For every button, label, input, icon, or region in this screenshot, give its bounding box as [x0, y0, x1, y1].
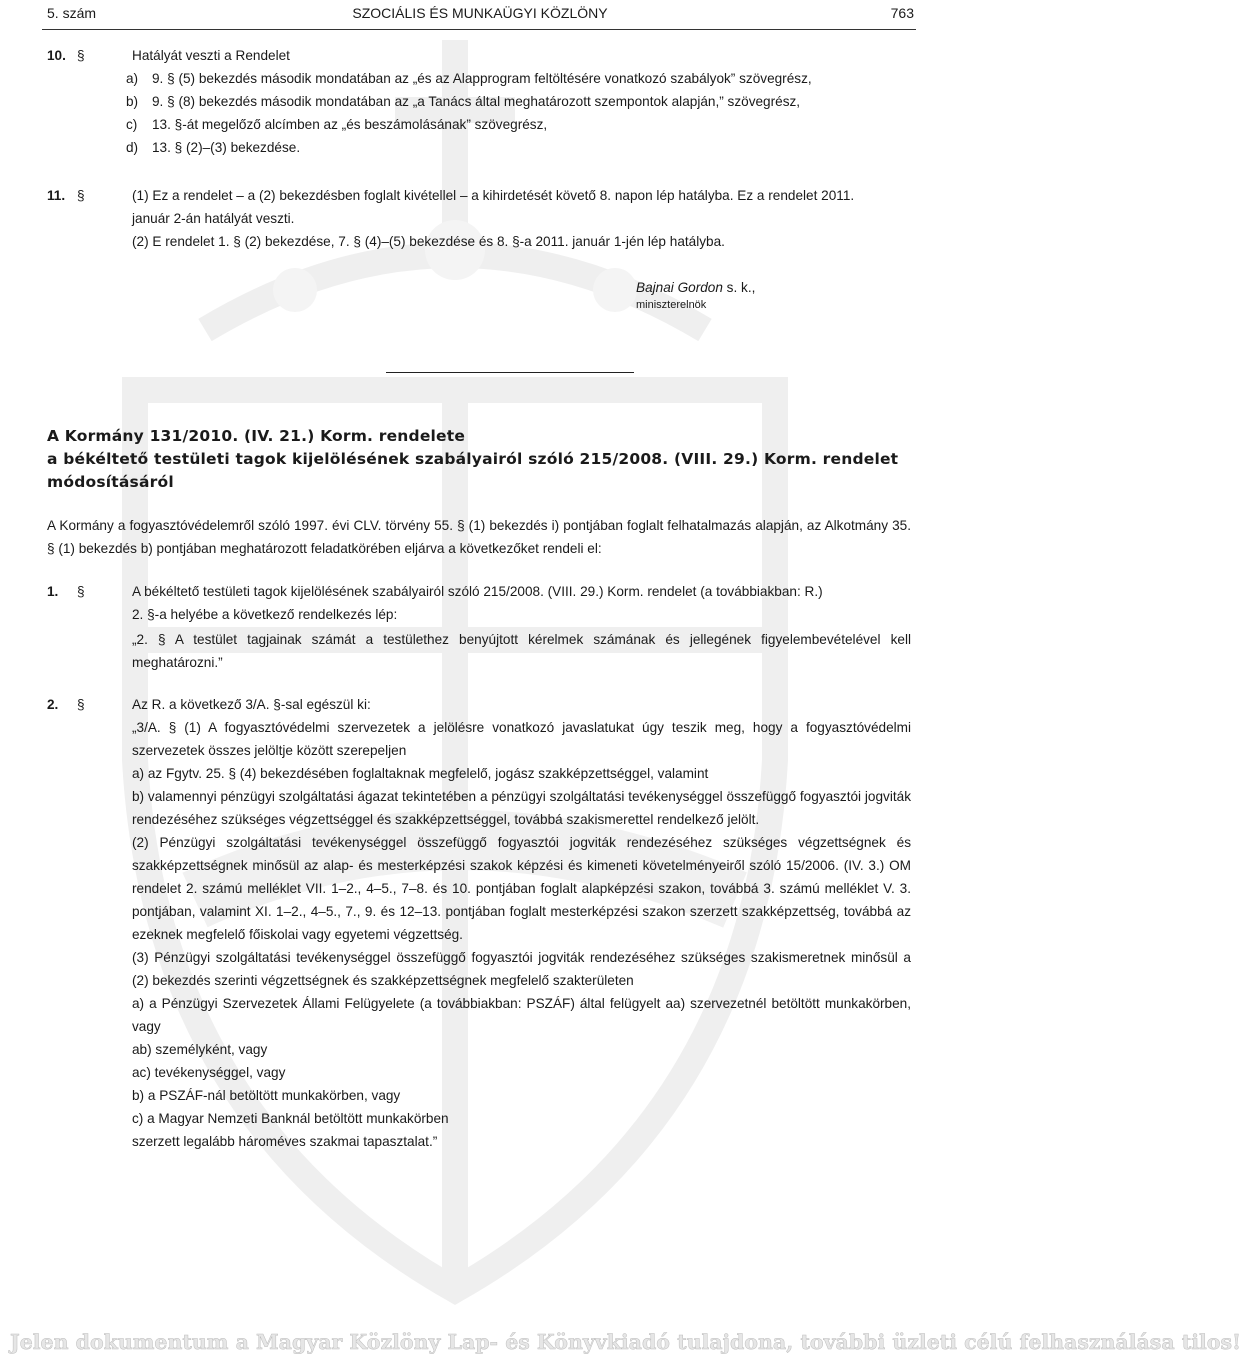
page-header — [0, 0, 960, 28]
header-divider — [42, 29, 916, 30]
list-item: c) 13. §-át megelőző alcímben az „és beszámolásának” szövegrész, — [126, 117, 548, 132]
issue-number: 5. szám — [47, 5, 97, 21]
copyright-notice: Jelen dokumentum a Magyar Közlöny Lap- és Könyvkiadó tulajdona, további üzleti célú felhasználása tilos! — [10, 1330, 1241, 1354]
signature-divider — [386, 372, 634, 373]
journal-title: SZOCIÁLIS ÉS MUNKAÜGYI KÖZLÖNY — [352, 5, 608, 21]
point-a: a) az Fgytv. 25. § (4) bekezdésében foglaltaknak megfelelő, jogász szakképzettséggel, valamint — [132, 766, 709, 781]
section-sign: § — [77, 48, 85, 63]
decree-title-line-3: módosításáról — [47, 473, 174, 491]
section-10-intro: Hatályát veszti a Rendelet — [132, 48, 290, 63]
section-number: 1. — [47, 584, 59, 599]
section-11 — [47, 184, 907, 253]
decree-title-line-1: A Kormány 131/2010. (IV. 21.) Korm. rendelete — [47, 427, 466, 445]
section-sign: § — [77, 697, 85, 712]
section-number: 11. — [47, 188, 66, 203]
decree-title — [47, 425, 907, 494]
section-1: 1. § A békéltető testületi tagok kijelölésének szabályairól szóló 215/2008. (VIII. 29.) Korm. rendelet (a továbbiakban: R.) 2. §-a helyébe a következő rendelkezés lép: „2. § A testület tagjainak számát a testülethez benyújtott kérelmek számának és jellegének figyelembevételével kell meghatározni.” — [47, 580, 911, 674]
section-number: 2. — [47, 697, 59, 712]
decree-title-line-2: a békéltető testületi tagok kijelölésének szabályairól szóló 215/2008. (VIII. 29.) Korm. rendelet — [47, 450, 899, 468]
decree-preamble: A Kormány a fogyasztóvédelemről szóló 1997. évi CLV. törvény 55. § (1) bekezdés i) pontjában foglalt felhatalmazás alapján, az Alkotmány 35. § (1) bekezdés b) pontjában meghatározott feladatkörében eljárva a következőket rendeli el: — [47, 518, 911, 556]
signature-block — [636, 276, 755, 313]
signatory-name: Bajnai Gordon — [636, 280, 723, 295]
point-3a: a) a Pénzügyi Szervezetek Állami Felügyelete (a továbbiakban: PSZÁF) által felügyelt aa) szervezetnél betöltött munkakörben, vagy — [132, 996, 911, 1034]
section-number: 10. — [47, 48, 66, 63]
section-sign: § — [77, 584, 85, 599]
paragraph-2: (2) Pénzügyi szolgáltatási tevékenységgel összefüggő fogyasztói jogviták rendezéséhez szükséges végzettségnek és szakképzettségnek minősül az alap- és mesterképzési szakok képzési és kimeneti követelményeiről szóló 15/2006. (IV. 3.) OM rendelet 2. számú melléklet VII. 1–2., 4–5., 7–8. és 10. pontjában foglalt alapképzési szakon, továbbá 3. számú melléklet V. 3. pontjában, valamint XI. 1–2., 4–5., 7., 9. és 12–13. pontjában foglalt mesterképzési szakon szerzett szakképzettség, továbbá az ezeknek megfelelő főiskolai vagy egyetemi végzettség. — [132, 835, 911, 942]
signatory-title: miniszterelnök — [636, 299, 707, 311]
list-item: d) 13. § (2)–(3) bekezdése. — [126, 140, 301, 155]
paragraph-3: (3) Pénzügyi szolgáltatási tevékenységgel összefüggő fogyasztói jogviták rendezéséhez szükséges szakismeretnek minősül a (2) bekezdés szerinti végzettségnek és szakképzettségnek megfelelő szakterületen — [132, 950, 911, 988]
paragraph-1: (1) Ez a rendelet – a (2) bekezdésben foglalt kivétellel – a kihirdetését követő 8. napon lép hatályba. Ez a rendelet 2011. — [132, 188, 855, 203]
point-3ab: ab) személyként, vagy — [132, 1042, 268, 1057]
point-b: b) valamennyi pénzügyi szolgáltatási ágazat tekintetében a pénzügyi szolgáltatási tevékenységgel összefüggő fogyasztói jogviták rendezéséhez szükséges végzettséggel és szakképzettséggel, továbbá szakismerettel rendelkező jelölt. — [132, 789, 911, 827]
paragraph-1-cont: január 2-án hatályát veszti. — [132, 211, 295, 226]
amendment-text — [47, 716, 911, 1153]
point-3b: b) a PSZÁF-nál betöltött munkakörben, vagy — [132, 1088, 401, 1103]
signatory-suffix: s. k., — [722, 280, 756, 295]
paragraph-2: (2) E rendelet 1. § (2) bekezdése, 7. § (4)–(5) bekezdése és 8. §-a 2011. január 1-jén lép hatályba. — [132, 234, 725, 249]
point-3c: c) a Magyar Nemzeti Banknál betöltött munkakörben — [132, 1111, 449, 1126]
list-item: b) 9. § (8) bekezdés második mondatában az „a Tanács által meghatározott szempontok alapján,” szövegrész, — [126, 94, 801, 109]
section-10 — [47, 44, 907, 159]
section-2: 2. § Az R. a következő 3/A. §-sal egészül ki: „3/A. § (1) A fogyasztóvédelmi szervezetek a jelölésre vonatkozó javaslatukat úgy teszik meg, hogy a fogyasztóvédelmi szervezetek összes jelöltje között szerepeljen a) az Fgytv. 25. § (4) bekezdésében foglaltaknak megfelelő, jogász szakképzettséggel, valamint b) valamennyi pénzügyi szolgáltatási ágazat tekintetében a pénzügyi szolgáltatási tevékenységgel összefüggő fogyasztói jogviták rendezéséhez szükséges végzettséggel és szakképzettséggel, továbbá szakismerettel rendelkező jelölt. (2) Pénzügyi szolgáltatási tevékenységgel összefüggő fogyasztói jogviták rendezéséhez szükséges végzettségnek és szakképzettségnek minősül az alap- és mesterképzési szakok képzési és kimeneti követelményeiről szóló 15/2006. (IV. 3.) OM rendelet 2. számú melléklet VII. 1–2., 4–5., 7–8. és 10. pontjában foglalt alapképzési szakon, továbbá 3. számú melléklet V. 3. pontjában, valamint XI. 1–2., 4–5., 7., 9. és 12–13. pontjában foglalt mesterképzési szakon szerzett szakképzettség, továbbá az ezeknek megfelelő főiskolai vagy egyetemi végzettség. (3) Pénzügyi szolgáltatási tevékenységgel összefüggő fogyasztói jogviták rendezéséhez szükséges szakismeretnek minősül a (2) bekezdés szerinti végzettségnek és szakképzettségnek megfelelő szakterületen a) a Pénzügyi Szervezetek Állami Felügyelete (a továbbiakban: PSZÁF) által felügyelt aa) szervezetnél betöltött munkakörben, vagy ab) személyként, vagy ac) tevékenységgel, vagy b) a PSZÁF-nál betöltött munkakörben, vagy c) a Magyar Nemzeti Banknál betöltött munkakörben szerzett legalább hároméves szakmai tapasztalat.” — [47, 693, 911, 1153]
point-3ac: ac) tevékenységgel, vagy — [132, 1065, 286, 1080]
amendment-quote: „2. § A testület tagjainak számát a testülethez benyújtott kérelmek számának és jellegének figyelembevételével kell meghatározni.” — [132, 632, 911, 670]
paragraph-3-end: szerzett legalább hároméves szakmai tapasztalat.” — [132, 1134, 438, 1149]
section-sign: § — [77, 188, 85, 203]
paragraph-1: „3/A. § (1) A fogyasztóvédelmi szervezetek a jelölésre vonatkozó javaslatukat úgy teszik meg, hogy a fogyasztóvédelmi szervezetek összes jelöltje között szerepeljen — [132, 720, 911, 758]
page-number: 763 — [890, 5, 914, 21]
list-item: a) 9. § (5) bekezdés második mondatában az „és az Alapprogram feltöltésére vonatkozó szabályok” szövegrész, — [126, 71, 812, 86]
